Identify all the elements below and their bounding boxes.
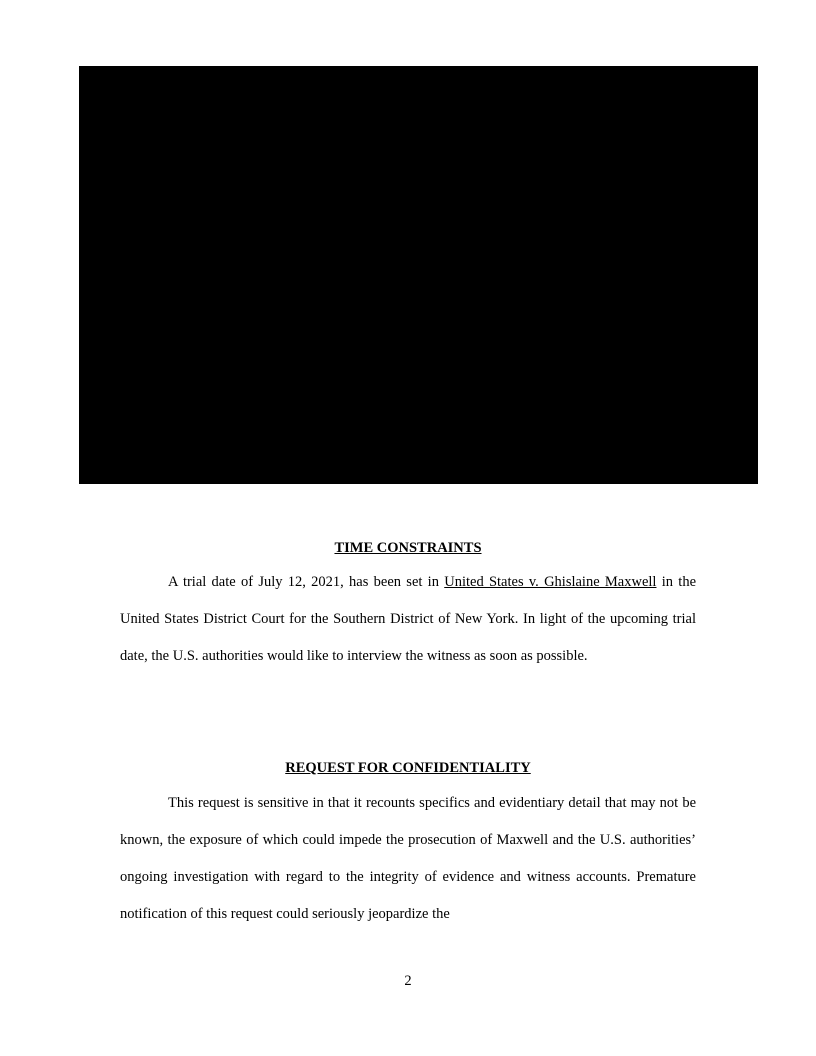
case-name: United States v. Ghislaine Maxwell	[444, 574, 657, 590]
section-heading-confidentiality: REQUEST FOR CONFIDENTIALITY	[285, 760, 531, 776]
paragraph-text-end: in the United States District Court for the Southern District of New York. In light of the upcoming trial date, the U.S. authorities would like to interview the witness as soon as possible.	[120, 574, 697, 664]
page-number: 2	[404, 973, 412, 989]
redaction-block	[79, 66, 758, 484]
paragraph-time-constraints	[120, 564, 696, 675]
paragraph-text-start: A trial date of July 12, 2021, has been set in	[168, 574, 445, 590]
section-heading-time-constraints: TIME CONSTRAINTS	[334, 540, 482, 556]
paragraph-text: This request is sensitive in that it recounts specifics and evidentiary detail that may not be known, the exposure of which could impede the prosecution of Maxwell and the U.S. authorities’ ongoing investigation with regard to the integrity of evidence and witness accounts. Premature notification of this request could seriously jeopardize the	[120, 795, 696, 922]
paragraph-confidentiality	[120, 785, 696, 933]
